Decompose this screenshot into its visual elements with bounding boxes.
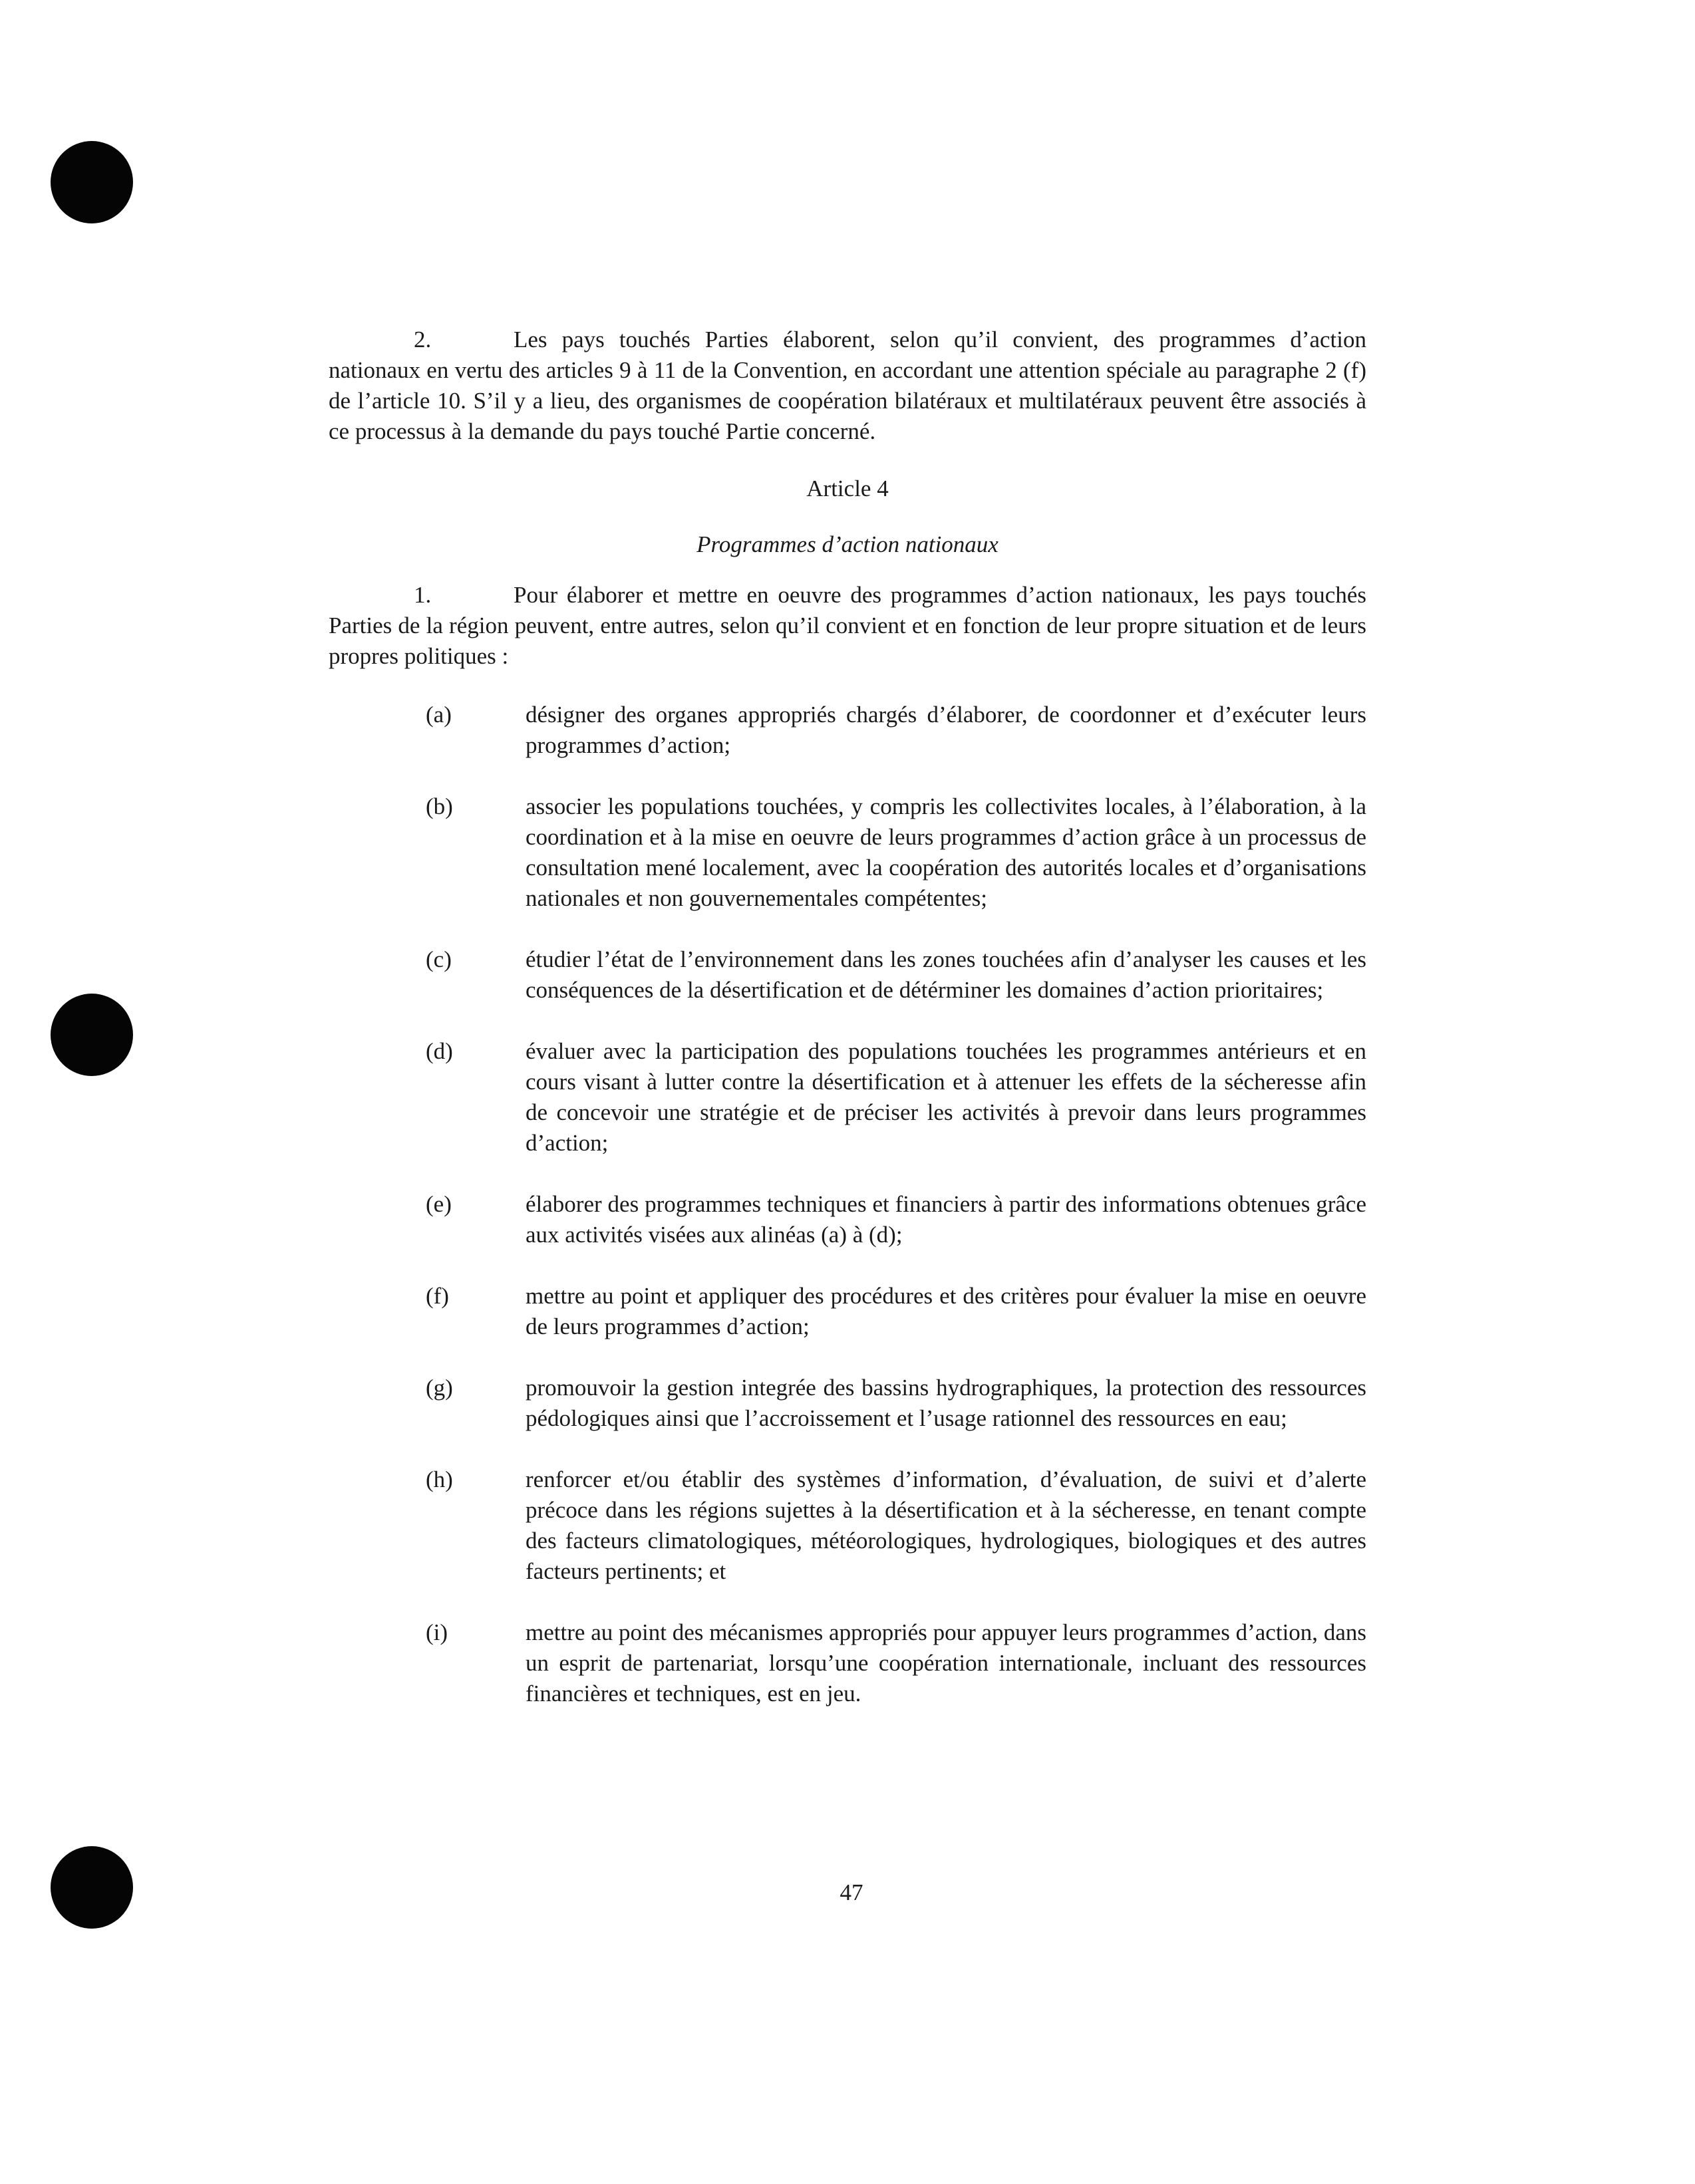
paragraph-1-number: 1. (414, 582, 432, 608)
paragraph-2-number: 2. (414, 327, 432, 352)
item-text: associer les populations touchées, y compris les collectivites locales, à l’élaboration, à la coordination et à la mise en oeuvre de leurs programmes d’action grâce à un processus de consultation mené localement, avec la coopération des autorités locales et d’organisations nationales et non gouvernementales compétentes; (526, 793, 1366, 911)
list-item (329, 944, 1366, 1006)
item-letter: (f) (426, 1283, 449, 1309)
list-item (329, 1281, 1366, 1342)
item-text: évaluer avec la participation des populations touchées les programmes antérieurs et en cours visant à lutter contre la désertification et à attenuer les effets de la sécheresse afin de concevoir une stratégie et de préciser les activités à prevoir dans leurs programmes d’action; (526, 1038, 1366, 1156)
item-text: élaborer des programmes techniques et financiers à partir des informations obtenues grâce aux activités visées aux alinéas (a) à (d); (526, 1191, 1366, 1248)
item-text: mettre au point des mécanismes appropriés pour appuyer leurs programmes d’action, dans un esprit de partenariat, lorsqu’une coopération internationale, incluant des ressources financières et techniques, est en jeu. (526, 1619, 1366, 1706)
item-letter: (g) (426, 1375, 453, 1401)
item-letter: (e) (426, 1191, 452, 1217)
item-text: mettre au point et appliquer des procédures et des critères pour évaluer la mise en oeuvre de leurs programmes d’action; (526, 1283, 1366, 1339)
list-item (329, 1189, 1366, 1250)
list-item (329, 1373, 1366, 1434)
punch-hole-middle (51, 994, 133, 1076)
paragraph-1-text: Pour élaborer et mettre en oeuvre des programmes d’action nationaux, les pays touchés Parties de la région peuvent, entre autres, selon qu’il convient et en fonction de leur propre situation et de leurs propres politiques : (329, 582, 1366, 669)
item-letter: (a) (426, 702, 452, 728)
item-letter: (c) (426, 946, 452, 972)
list-item (329, 1036, 1366, 1159)
punch-hole-top (51, 141, 133, 223)
item-letter: (h) (426, 1466, 453, 1492)
punch-hole-bottom (51, 1846, 133, 1929)
item-text: renforcer et/ou établir des systèmes d’information, d’évaluation, de suivi et d’alerte précoce dans les régions sujettes à la désertification et à la sécheresse, en tenant compte des facteurs climatologiques, météorologiques, hydrologiques, biologiques et des autres facteurs pertinents; et (526, 1466, 1366, 1584)
page-number: 47 (840, 1879, 863, 1905)
paragraph-1 (329, 580, 1366, 672)
item-letter: (i) (426, 1619, 448, 1645)
item-letter: (b) (426, 793, 453, 819)
paragraph-2 (329, 325, 1366, 447)
item-letter: (d) (426, 1038, 453, 1064)
list-item (329, 791, 1366, 914)
item-text: désigner des organes appropriés chargés d’élaborer, de coordonner et d’exécuter leurs programmes d’action; (526, 702, 1366, 758)
list-item (329, 1617, 1366, 1709)
item-text: étudier l’état de l’environnement dans les zones touchées afin d’analyser les causes et les conséquences de la désertification et de détérminer les domaines d’action prioritaires; (526, 946, 1366, 1003)
item-text: promouvoir la gestion integrée des bassins hydrographiques, la protection des ressources pédologiques ainsi que l’accroissement et l’usage rationnel des ressources en eau; (526, 1375, 1366, 1431)
list-item (329, 1464, 1366, 1587)
paragraph-2-text: Les pays touchés Parties élaborent, selon qu’il convient, des programmes d’action nationaux en vertu des articles 9 à 11 de la Convention, en accordant une attention spéciale au paragraphe 2 (f) de l’article 10. S’il y a lieu, des organismes de coopération bilatéraux et multilatéraux peuvent être associés à ce processus à la demande du pays touché Partie concerné. (329, 327, 1366, 444)
list-item (329, 700, 1366, 761)
article-subtitle: Programmes d’action nationaux (696, 531, 999, 557)
article-heading: Article 4 (806, 476, 889, 501)
item-list (329, 700, 1366, 1740)
